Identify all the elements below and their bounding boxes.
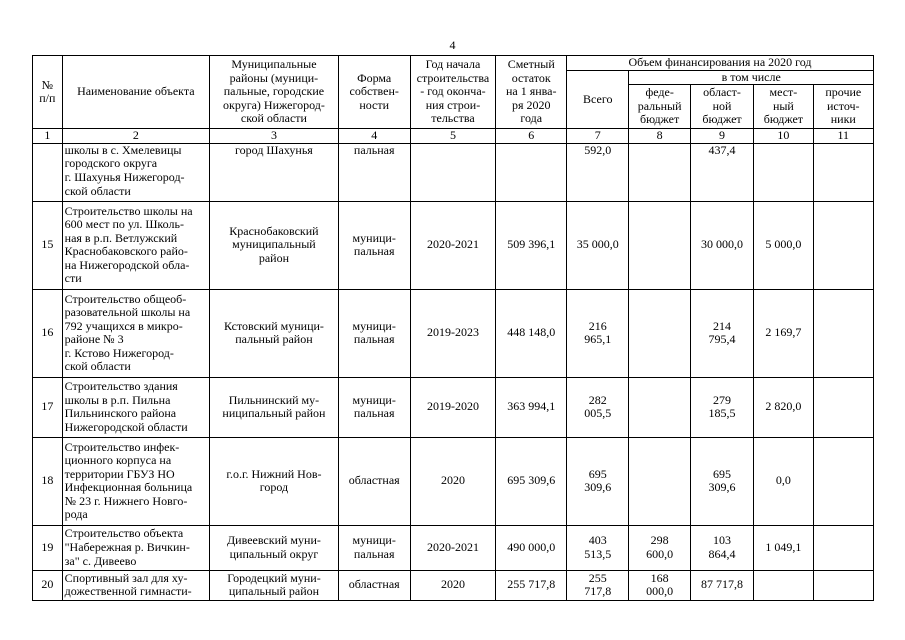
row-regional: 30 000,0 bbox=[690, 201, 753, 289]
row-local: 1 049,1 bbox=[754, 525, 813, 570]
row-years: 2020-2021 bbox=[410, 525, 496, 570]
row-total: 255 717,8 bbox=[567, 570, 629, 600]
row-name: Спортивный зал для ху- дожественной гимнасти- bbox=[62, 570, 209, 600]
row-district: Городецкий муни- ципальный район bbox=[209, 570, 338, 600]
row-regional: 437,4 bbox=[690, 143, 753, 201]
row-other bbox=[813, 570, 873, 600]
row-years: 2020 bbox=[410, 570, 496, 600]
table-row bbox=[33, 143, 874, 201]
row-years: 2020 bbox=[410, 437, 496, 525]
row-years: 2020-2021 bbox=[410, 201, 496, 289]
column-number: 11 bbox=[813, 129, 873, 144]
row-regional: 214 795,4 bbox=[690, 289, 753, 377]
row-district: г.о.г. Нижний Нов- город bbox=[209, 437, 338, 525]
row-local: 0,0 bbox=[754, 437, 813, 525]
header-name: Наименование объекта bbox=[62, 56, 209, 129]
row-total: 216 965,1 bbox=[567, 289, 629, 377]
table-row bbox=[33, 201, 874, 289]
row-district: Дивеевский муни- ципальный округ bbox=[209, 525, 338, 570]
row-district: Кстовский муници- пальный район bbox=[209, 289, 338, 377]
row-other bbox=[813, 437, 873, 525]
row-ownership: муници- пальная bbox=[338, 525, 410, 570]
table-row bbox=[33, 289, 874, 377]
row-local bbox=[754, 570, 813, 600]
header-num: № п/п bbox=[33, 56, 63, 129]
row-other bbox=[813, 377, 873, 437]
header-local: мест- ный бюджет bbox=[754, 85, 813, 129]
row-ownership: муници- пальная bbox=[338, 289, 410, 377]
column-number: 2 bbox=[62, 129, 209, 144]
row-total: 592,0 bbox=[567, 143, 629, 201]
row-num: 17 bbox=[33, 377, 63, 437]
row-years: 2019-2023 bbox=[410, 289, 496, 377]
row-regional: 695 309,6 bbox=[690, 437, 753, 525]
header-federal: феде- ральный бюджет bbox=[629, 85, 690, 129]
row-regional: 103 864,4 bbox=[690, 525, 753, 570]
row-district: Краснобаковский муниципальный район bbox=[209, 201, 338, 289]
row-balance: 448 148,0 bbox=[496, 289, 567, 377]
table-row bbox=[33, 437, 874, 525]
row-local bbox=[754, 143, 813, 201]
header-balance: Сметный остаток на 1 янва- ря 2020 года bbox=[496, 56, 567, 129]
column-number: 9 bbox=[690, 129, 753, 144]
row-name: Строительство общеоб- разовательной школы на 792 учащихся в микро- районе № 3 г. Кстово Нижегород- ской области bbox=[62, 289, 209, 377]
header-regional: област- ной бюджет bbox=[690, 85, 753, 129]
row-federal: 168 000,0 bbox=[629, 570, 690, 600]
column-number: 5 bbox=[410, 129, 496, 144]
row-total: 35 000,0 bbox=[567, 201, 629, 289]
column-number: 6 bbox=[496, 129, 567, 144]
table-row bbox=[33, 570, 874, 600]
header-district: Муниципальные районы (муници- пальные, городские округа) Нижегород- ской области bbox=[209, 56, 338, 129]
column-number: 1 bbox=[33, 129, 63, 144]
row-name: Строительство здания школы в р.п. Пильна Пильнинского района Нижегородской области bbox=[62, 377, 209, 437]
row-ownership: пальная bbox=[338, 143, 410, 201]
column-number: 4 bbox=[338, 129, 410, 144]
row-federal bbox=[629, 289, 690, 377]
row-num: 19 bbox=[33, 525, 63, 570]
row-district: город Шахунья bbox=[209, 143, 338, 201]
row-balance bbox=[496, 143, 567, 201]
row-federal bbox=[629, 143, 690, 201]
row-ownership: муници- пальная bbox=[338, 201, 410, 289]
row-regional: 279 185,5 bbox=[690, 377, 753, 437]
row-total: 695 309,6 bbox=[567, 437, 629, 525]
row-total: 282 005,5 bbox=[567, 377, 629, 437]
column-number: 8 bbox=[629, 129, 690, 144]
column-number: 3 bbox=[209, 129, 338, 144]
page-number: 4 bbox=[449, 38, 456, 52]
header-other: прочие источ- ники bbox=[813, 85, 873, 129]
row-district: Пильнинский му- ниципальный район bbox=[209, 377, 338, 437]
row-name: Строительство объекта "Набережная р. Вичкин- за" с. Дивеево bbox=[62, 525, 209, 570]
column-number: 10 bbox=[754, 129, 813, 144]
header-total: Всего bbox=[567, 70, 629, 129]
row-num: 15 bbox=[33, 201, 63, 289]
header-ownership: Форма собствен- ности bbox=[338, 56, 410, 129]
row-num: 18 bbox=[33, 437, 63, 525]
header-including: в том числе bbox=[629, 70, 874, 85]
row-num bbox=[33, 143, 63, 201]
row-ownership: областная bbox=[338, 570, 410, 600]
financing-table bbox=[32, 55, 874, 601]
row-name: Строительство школы на 600 мест по ул. Школь- ная в р.п. Ветлужский Краснобаковского райо- на Нижегородской обла- сти bbox=[62, 201, 209, 289]
row-name: Строительство инфек- ционного корпуса на территории ГБУЗ НО Инфекционная больница № 23 г. Нижнего Новго- рода bbox=[62, 437, 209, 525]
row-balance: 509 396,1 bbox=[496, 201, 567, 289]
column-number: 7 bbox=[567, 129, 629, 144]
row-balance: 255 717,8 bbox=[496, 570, 567, 600]
row-years: 2019-2020 bbox=[410, 377, 496, 437]
row-num: 20 bbox=[33, 570, 63, 600]
row-other bbox=[813, 289, 873, 377]
header-years: Год начала строительства - год оконча- ния строи- тельства bbox=[410, 56, 496, 129]
column-number-row bbox=[33, 129, 874, 144]
row-local: 2 820,0 bbox=[754, 377, 813, 437]
row-balance: 695 309,6 bbox=[496, 437, 567, 525]
row-ownership: областная bbox=[338, 437, 410, 525]
row-federal: 298 600,0 bbox=[629, 525, 690, 570]
row-other bbox=[813, 525, 873, 570]
row-other bbox=[813, 143, 873, 201]
row-ownership: муници- пальная bbox=[338, 377, 410, 437]
header-financing: Объем финансирования на 2020 год bbox=[567, 56, 874, 71]
table-row bbox=[33, 525, 874, 570]
row-other bbox=[813, 201, 873, 289]
row-federal bbox=[629, 201, 690, 289]
table-row bbox=[33, 377, 874, 437]
row-num: 16 bbox=[33, 289, 63, 377]
row-total: 403 513,5 bbox=[567, 525, 629, 570]
row-federal bbox=[629, 437, 690, 525]
row-balance: 363 994,1 bbox=[496, 377, 567, 437]
row-local: 2 169,7 bbox=[754, 289, 813, 377]
row-federal bbox=[629, 377, 690, 437]
row-years bbox=[410, 143, 496, 201]
row-name: школы в с. Хмелевицы городского округа г. Шахунья Нижегород- ской области bbox=[62, 143, 209, 201]
row-balance: 490 000,0 bbox=[496, 525, 567, 570]
row-regional: 87 717,8 bbox=[690, 570, 753, 600]
row-local: 5 000,0 bbox=[754, 201, 813, 289]
